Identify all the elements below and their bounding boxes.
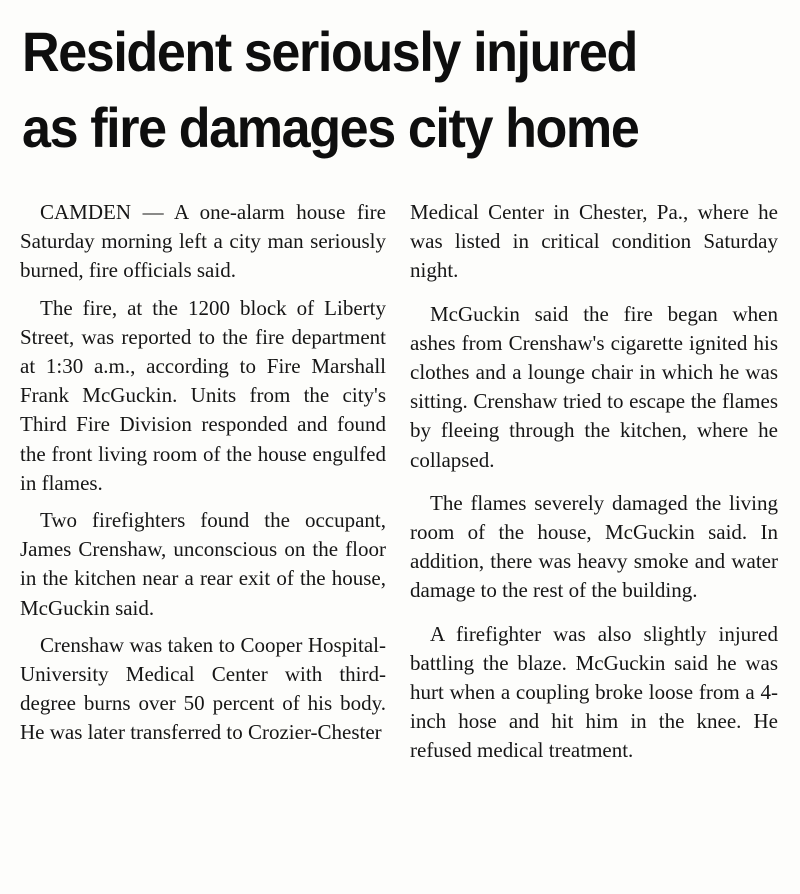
article-paragraph: CAMDEN — A one-alarm house fire Saturday morning left a city man seriously burned, fire officials said. [20, 200, 386, 283]
article-paragraph: McGuckin said the fire began when ashes from Crenshaw's cigarette ignited his clothes and a lounge chair in which he was sitting. Crenshaw tried to escape the flames by fleeing through the kitchen, where he collapsed. [410, 301, 778, 472]
article-paragraph: Medical Center in Chester, Pa., where he was listed in critical condition Saturday night. [410, 200, 778, 283]
article-paragraph: A firefighter was also slightly injured battling the blaze. McGuckin said he was hurt when a coupling broke loose from a 4-inch hose and hit him in the knee. He refused medical treatment. [410, 621, 778, 763]
article-paragraph: Crenshaw was taken to Cooper Hospital-University Medical Center with third-degree burns over 50 percent of his body. He was later transferred to Crozier-Chester [20, 632, 386, 745]
article-column-right [410, 198, 778, 780]
article-paragraph: The fire, at the 1200 block of Liberty Street, was reported to the fire department at 1:30 a.m., according to Fire Marshall Frank McGuckin. Units from the city's Third Fire Division responded and found the front living room of the house engulfed in flames. [20, 295, 386, 495]
article-paragraph: The flames severely damaged the living room of the house, McGuckin said. In addition, there was heavy smoke and water damage to the rest of the building. [410, 490, 778, 603]
article-column-left [20, 198, 386, 756]
headline-line-1: Resident seriously injured [22, 20, 637, 83]
headline-line-2: as fire damages city home [22, 96, 639, 159]
article-paragraph: Two firefighters found the occupant, James Crenshaw, unconscious on the floor in the kitchen near a rear exit of the house, McGuckin said. [20, 508, 386, 620]
headline [22, 14, 738, 166]
